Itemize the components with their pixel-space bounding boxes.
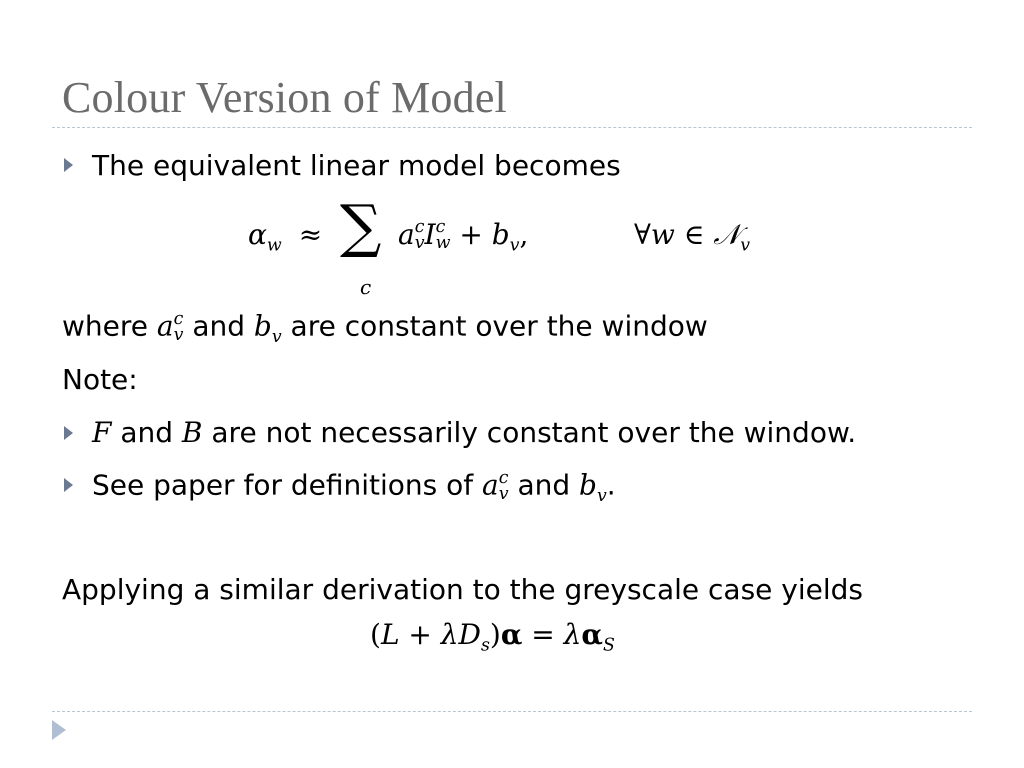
summation-symbol: ∑ xyxy=(340,192,382,260)
note-label: Note: xyxy=(62,363,138,396)
bullet-arrow-icon xyxy=(64,426,73,440)
equation-greyscale: $(L + \lambda D_s)\alpha = \lambda\alpha_S$ xyxy=(370,618,615,656)
footer-divider xyxy=(52,711,972,712)
bullet-arrow-icon xyxy=(64,478,73,492)
note-bullet-2: See paper for definitions of a c v and $b_v$. xyxy=(92,468,616,507)
next-slide-icon[interactable] xyxy=(52,720,66,740)
equation-linear-model-lhs: $\alpha_w$ ≈ xyxy=(248,218,323,256)
applying-line: Applying a similar derivation to the greyscale case yields xyxy=(62,573,863,606)
equation-neighbourhood: ∀w ∈ 𝒩$_v$ xyxy=(634,218,751,256)
summation-index: c xyxy=(360,275,372,299)
equation-linear-model-rhs: a c v I c w + $b_v$, xyxy=(398,217,529,256)
title-divider xyxy=(52,127,972,128)
bullet-text: The equivalent linear model becomes xyxy=(92,149,621,182)
bullet-arrow-icon xyxy=(64,158,73,172)
note-bullet-1: F and B are not necessarily constant over the window. xyxy=(92,416,857,449)
where-line: where a c v and $b_v$ are constant over the window xyxy=(62,309,708,348)
slide-title: Colour Version of Model xyxy=(62,73,507,122)
